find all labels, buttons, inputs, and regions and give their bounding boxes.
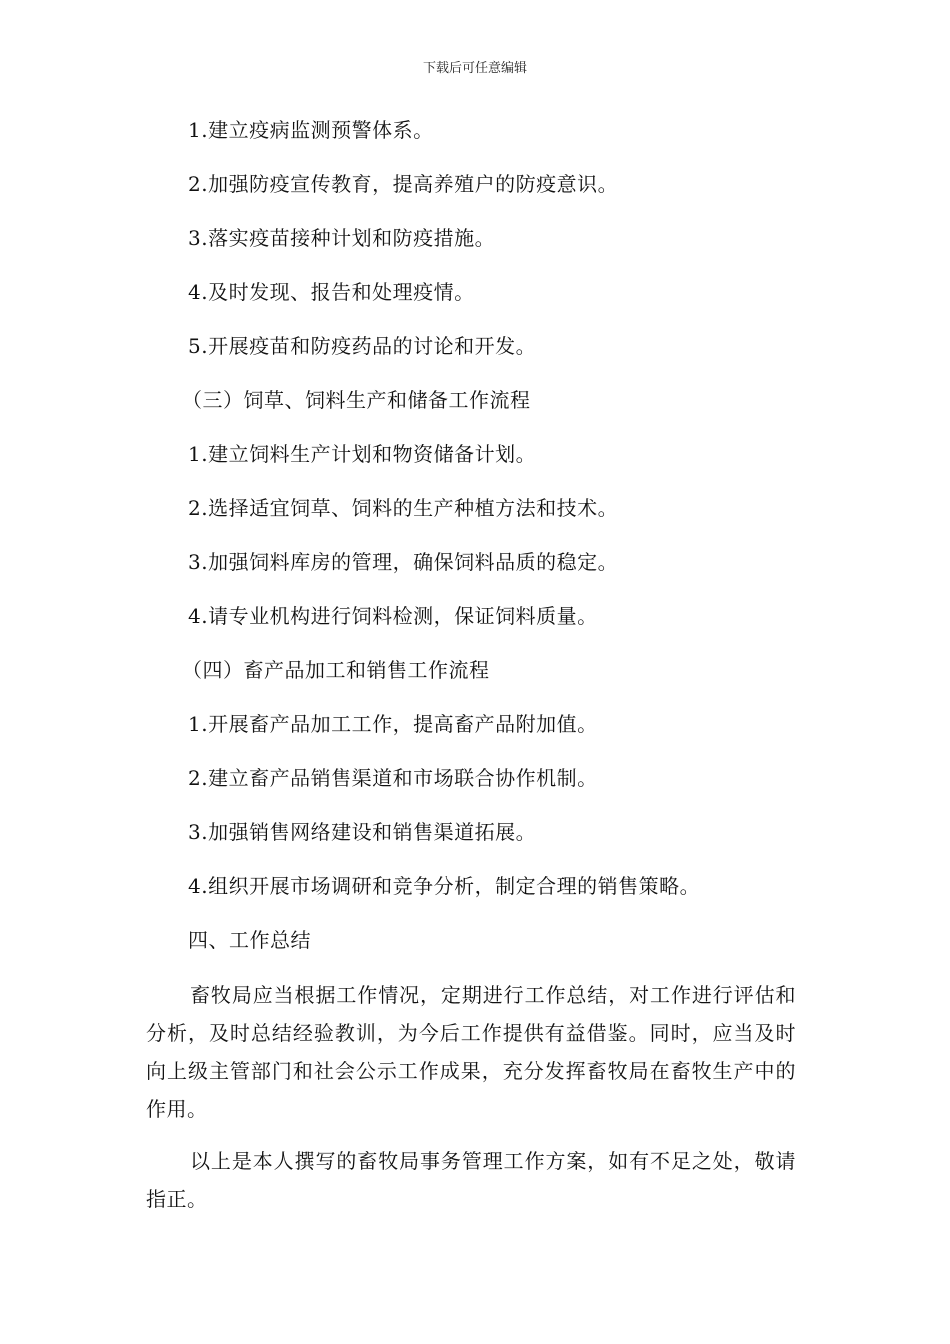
- list-item: 1.建立饲料生产计划和物资储备计划。: [188, 442, 537, 466]
- list-item: 5.开展疫苗和防疫药品的讨论和开发。: [188, 334, 537, 358]
- document-body: [146, 112, 806, 1232]
- section-heading: 四、工作总结: [188, 928, 311, 952]
- summary-paragraph: 畜牧局应当根据工作情况，定期进行工作总结，对工作进行评估和分析，及时总结经验教训，为今后工作提供有益借鉴。同时，应当及时向上级主管部门和社会公示工作成果，充分发挥畜牧局在畜牧生产中的作用。: [146, 983, 796, 1121]
- list-item: 4.及时发现、报告和处理疫情。: [188, 280, 475, 304]
- list-item: 1.建立疫病监测预警体系。: [188, 118, 434, 142]
- list-item: 3.加强饲料库房的管理，确保饲料品质的稳定。: [188, 550, 619, 574]
- list-item: 4.请专业机构进行饲料检测，保证饲料质量。: [188, 604, 598, 628]
- list-item: 1.开展畜产品加工工作，提高畜产品附加值。: [188, 712, 598, 736]
- list-item: 2.选择适宜饲草、饲料的生产种植方法和技术。: [188, 496, 619, 520]
- closing-paragraph: 以上是本人撰写的畜牧局事务管理工作方案，如有不足之处，敬请指正。: [146, 1149, 796, 1211]
- list-item: 2.建立畜产品销售渠道和市场联合协作机制。: [188, 766, 598, 790]
- section-heading: （四）畜产品加工和销售工作流程: [182, 658, 490, 682]
- list-item: 4.组织开展市场调研和竞争分析，制定合理的销售策略。: [188, 874, 701, 898]
- list-item: 3.加强销售网络建设和销售渠道拓展。: [188, 820, 537, 844]
- header-note: 下载后可任意编辑: [422, 61, 527, 76]
- section-heading: （三）饲草、饲料生产和储备工作流程: [182, 388, 531, 412]
- list-item: 2.加强防疫宣传教育，提高养殖户的防疫意识。: [188, 172, 619, 196]
- list-item: 3.落实疫苗接种计划和防疫措施。: [188, 226, 496, 250]
